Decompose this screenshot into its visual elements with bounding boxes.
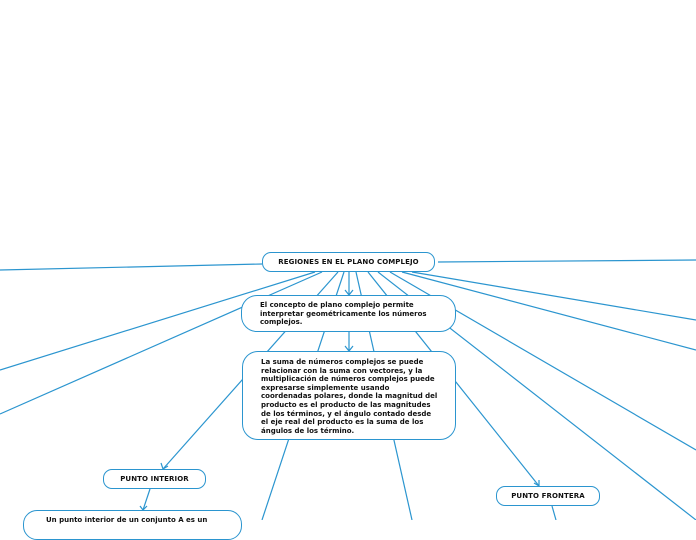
concept-node[interactable] (241, 295, 456, 332)
concept-text: El concepto de plano complejo permite interpretar geométricamente los números complejos. (260, 301, 427, 327)
root-topic-node[interactable] (262, 252, 435, 272)
complex-sum-text: La suma de números complejos se puede relacionar con la suma con vectores, y la multiplicación de números complejos puede expresarse simplemente usando coordenadas polares, donde la magnitud del producto es el producto de las magnitudes de los términos, y el ángulo contado desde el eje real del producto es la suma de los ángulos de los término. (261, 358, 438, 435)
interior-point-node[interactable] (103, 469, 206, 489)
connector-root-right-top (438, 260, 696, 262)
boundary-point-node[interactable] (496, 486, 600, 506)
root-topic-label: REGIONES EN EL PLANO COMPLEJO (278, 258, 419, 266)
boundary-point-label: PUNTO FRONTERA (511, 492, 585, 500)
interior-definition-text: Un punto interior de un conjunto A es un (46, 516, 208, 524)
connector-root-left-top (0, 264, 262, 270)
interior-point-label: PUNTO INTERIOR (120, 475, 189, 483)
connector-frontera-down (552, 506, 556, 520)
complex-sum-node[interactable] (242, 351, 456, 440)
interior-definition-node[interactable] (23, 510, 242, 540)
